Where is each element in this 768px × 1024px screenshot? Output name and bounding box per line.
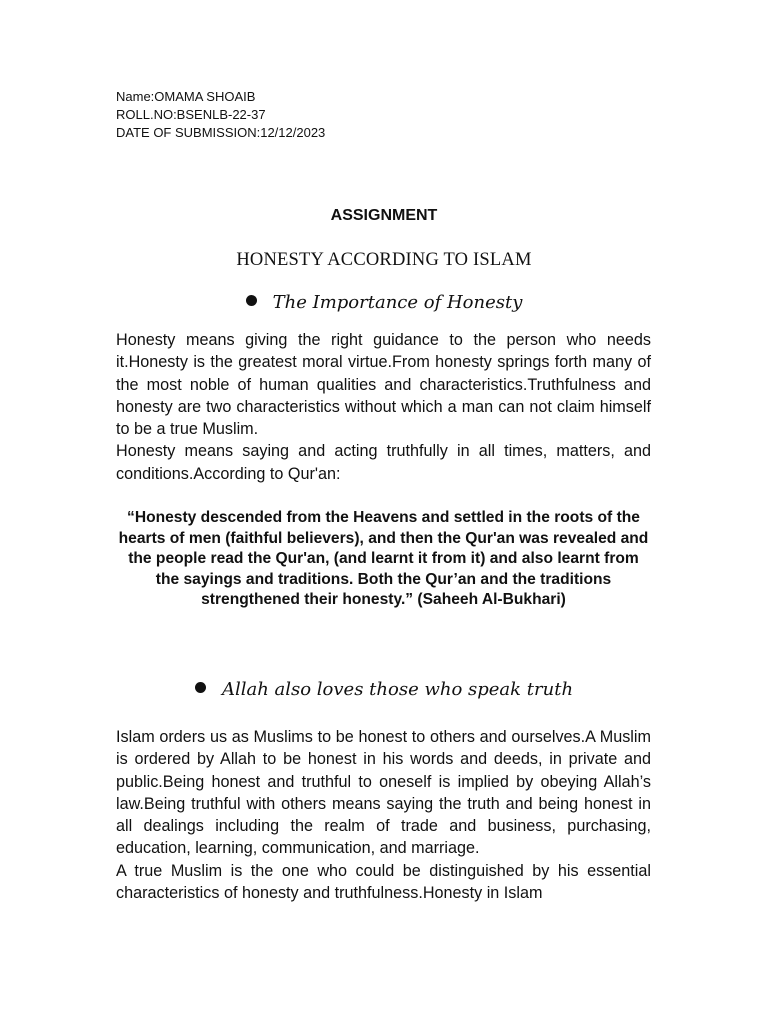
assignment-label: ASSIGNMENT: [330, 207, 438, 224]
document-title: HONESTY ACCORDING TO ISLAM: [236, 250, 532, 270]
section2-body: [116, 726, 651, 904]
section-heading-importance: [0, 292, 768, 313]
bullet-icon: [246, 295, 257, 306]
paragraph: Honesty means giving the right guidance to the person who needs it.Honesty is the greatest moral virtue.From honesty springs forth many of the most noble of human qualities and characteristics.Truthfulness and honesty are two characteristics without which a man can not claim himself to be a true Muslim.: [116, 331, 651, 439]
roll-number: ROLL.NO:BSENLB-22-37: [116, 107, 266, 122]
student-name: Name:OMAMA SHOAIB: [116, 89, 256, 104]
section-heading-truth: [0, 679, 768, 700]
student-info: [116, 88, 325, 142]
hadith-quote: “Honesty descended from the Heavens and settled in the roots of the hearts of men (faithful believers), and then the Qur'an was revealed and the people read the Qur'an, (and learnt it from it) and also learnt from the sayings and traditions. Both the Qur’an and the traditions strengthened their honesty.” (Saheeh Al-Bukhari): [118, 509, 649, 608]
paragraph: Honesty means saying and acting truthfully in all times, matters, and conditions.According to Qur'an:: [116, 442, 651, 483]
paragraph: A true Muslim is the one who could be distinguished by his essential characteristics of honesty and truthfulness.Honesty in Islam: [116, 861, 651, 903]
section1-body: [116, 329, 651, 485]
section-heading-text: The Importance of Honesty: [272, 292, 523, 313]
bullet-icon: [195, 682, 206, 693]
paragraph: Islam orders us as Muslims to be honest to others and ourselves.A Muslim is ordered by Allah to be honest in his words and deeds, in private and public.Being honest and truthful to oneself is implied by obeying Allah’s law.Being truthful with others means saying the truth and being honest in all dealings including the realm of trade and business, purchasing, education, learning, communication, and marriage.: [116, 728, 651, 858]
submission-date: DATE OF SUBMISSION:12/12/2023: [116, 125, 326, 140]
section-heading-text: Allah also loves those who speak truth: [221, 679, 574, 700]
